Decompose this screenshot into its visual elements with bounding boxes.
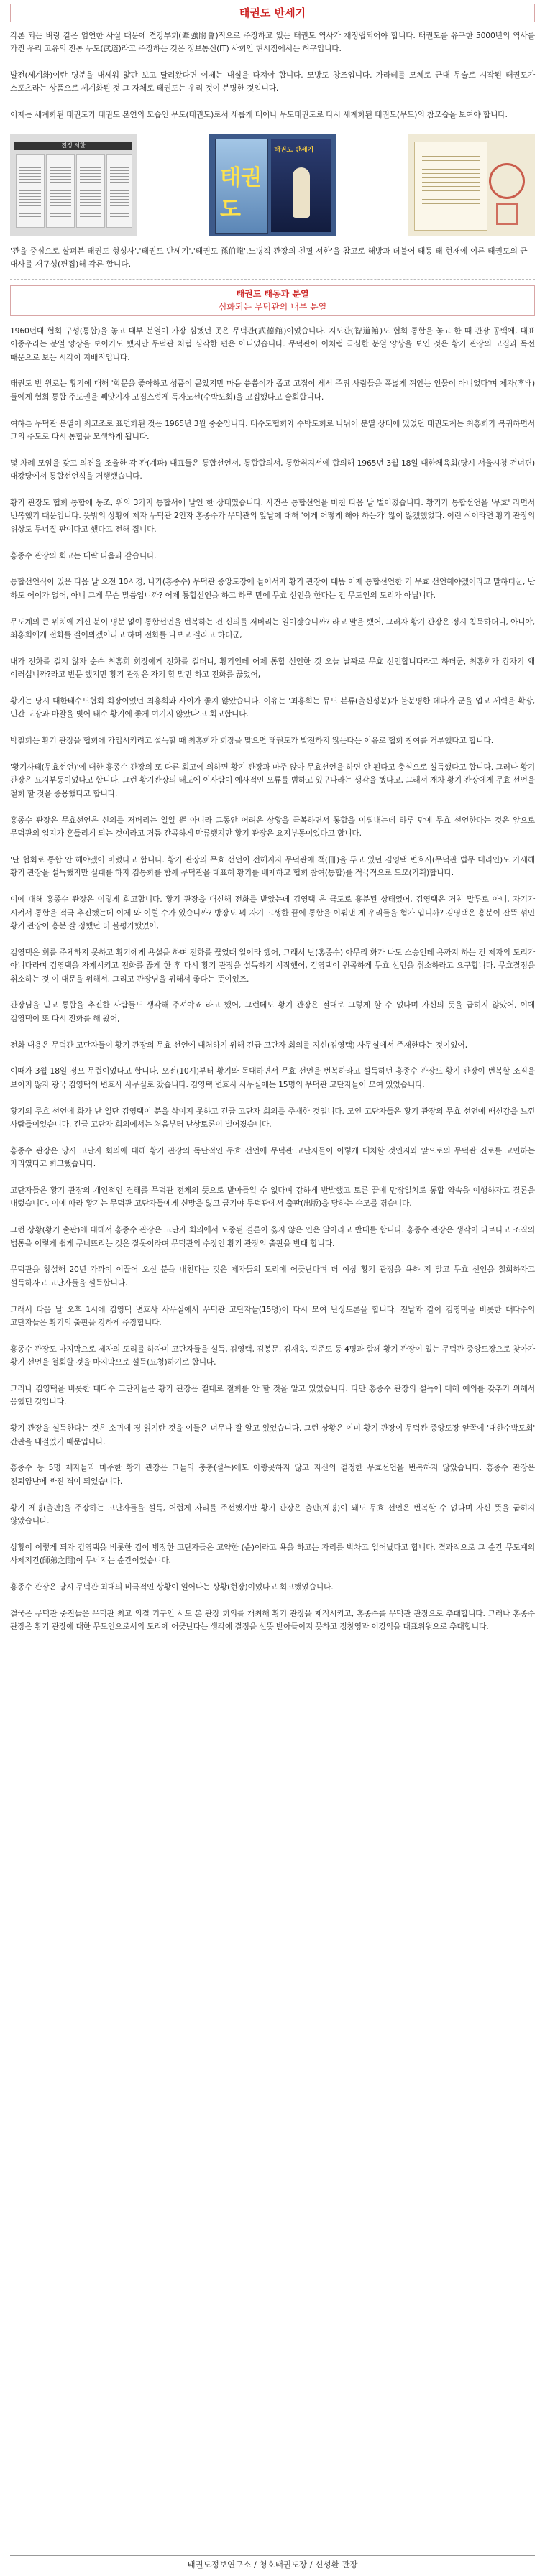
paragraph: 황기 관장도 협회 통합에 동조, 위의 3가지 통합서에 날인 한 상태였습니다. 사건은 통합선언을 마친 다음 날 벌어졌습니다. 황기가 통합선언을 '무효' 라면서 번복했기 때문입니다. 뜻밖의 상황에 제자 무덕관 2인자 홍종수가 무덕관의 앞날에 대해 '이게 어떻게 해야 하는가' 않이 않겠했었다. 이런 식이라면 황기 관장의 위상도 무너질 판이다고 했다고 전해 집니다.: [10, 498, 535, 534]
divider: [10, 279, 535, 280]
article-page: [0, 4, 545, 2576]
paragraph: 결국은 무덕관 중진들은 무덕관 최고 의결 기구인 시도 본 관장 회의를 개최해 황기 관장을 제적시키고, 홍종수를 무덕관 관장으로 추대합니다. 그러나 홍종수 관장은 황기 관장에 대한 무도인으로서의 도리에 어긋난다는 생각에 결정을 선뜻 받아들이지 못하고 정창영과 이강익을 대표위원으로 추대합니다.: [10, 1608, 535, 1632]
paragraph: 황기 제명(출판)을 주장하는 고단자들을 설득, 어렵게 자리를 주선했지만 황기 관장은 출판(제명)이 돼도 무효 선언은 번복할 수 없다며 자신 뜻을 굽히지 않았습니다.: [10, 1502, 535, 1525]
paragraph: 홍종수 관장도 마지막으로 제자의 도리를 하자며 고단자들을 설득, 김영택, 김봉문, 김재욱, 김준도 등 4명과 함께 황기 관장이 있는 무덕관 중앙도장으로 찾아가 황기 선언을 철회할 것을 마지막으로 설득(요청)하기로 합니다.: [10, 1344, 535, 1367]
photo-caption: '관을 중심으로 살펴본 태권도 형성사','태권도 반세기','태권도 孫伯龍',노병직 관장의 친필 서한'을 참고로 해방과 더불어 태동 태 현재에 이른 태권도의 근대사를 재구성(편집)해 각론 합니다.: [10, 246, 528, 269]
paragraph: 통합선언식이 있은 다음 날 오전 10시경, 나가(홍종수) 무덕관 중앙도장에 들어서자 황기 관장이 대뜸 어제 통합선언한 거 무효 선언해야겠어라고 말하더군, 난 하도 어이가 없어, 아니 그게 무슨 말씀입니까? 어제 통합선언을 하고 하루 만에 무효 선언을 한다는 건 무도인의 도리가 아닙니다.: [10, 577, 535, 600]
paragraph: 전화 내용은 무덕관 고단자들이 황기 관장의 무효 선언에 대처하기 위해 긴급 고단자 회의를 지신(김영택) 사무실에서 주재한다는 것이었어,: [10, 1040, 467, 1050]
section-title: 태권도 태동과 분열: [236, 288, 309, 299]
paragraph: 홍종수 관장은 무효선언은 신의를 저버리는 일일 뿐 아니라 그동안 어려운 상황을 극복하면서 통합을 이뤄내는데 하루 만에 무효 선언한다는 것은 앞으로 무덕관의 입지가 흔들리게 되는 것이라고 거듭 간곡하게 만류했지만 황기 관장은 요지부동이었다고 합니다.: [10, 815, 535, 839]
paragraph: 1960년대 협회 구성(통합)을 놓고 대부 분열이 가장 심했던 곳은 무덕관(武德館)이었습니다. 지도관(智道館)도 협회 통합을 놓고 한 때 관장 공백에, 대표 이종우라는 분열 양상을 보이기도 했지만 무덕관 처럼 심각한 편은 아니었습니다. 무덕관이 이처럼 극심한 분열 양상을 보인 것은 황기 관장의 고집과 독선 때문으로 보는 시각이 지배적입니다.: [10, 326, 535, 362]
section-split: [10, 285, 535, 1634]
paragraph: 그런 상황(황기 출판)에 대해서 홍종수 관장은 고단자 회의에서 도중된 결론이 옳지 않은 인은 알아라고 반대를 합니다. 홍종수 관장은 생각이 다르다고 조직의 법통을 이렇게 쉽게 무너뜨리는 것은 잘못이라며 무덕관의 수장인 황기 관장의 출판을 반대 합니다.: [10, 1225, 535, 1248]
paragraph: '난 협회로 통합 안 해야겠어 버렸다고 합니다. 황기 관장의 무효 선언이 전해지자 무덕관에 책(冊)을 두고 있던 김영택 변호사(무덕관 법무 대리인)도 가세해 황기 관장을 설득했지만 실패를 하자 김통화를 함께 무덕관을 대표해 황기를 배제하고 협회 참여(통합)를 적극적으로 도모(기획)합니다.: [10, 854, 535, 878]
paragraph: 여하튼 무덕관 분열이 최고조로 표면화된 것은 1965년 3월 중순입니다. 태수도협회와 수박도회로 나뉘어 분열 상태에 있었던 태권도계는 최홍희가 복귀하면서 그의 주도로 다시 통합을 모색하게 됩니다.: [10, 418, 535, 442]
paragraph: 각론 되는 벼랑 같은 엄연한 사실 때문에 견강부회(牽強附會)적으로 주장하고 있는 태권도 역사가 재정립되어야 합니다. 태권도를 유구한 5000년의 역사를 가진 우리 고유의 전통 무도(武道)라고 주장하는 것은 정보통신(IT) 사회인 현시점에서는 허구입니다.: [10, 31, 535, 54]
photo-header: 진정 서한: [14, 142, 132, 150]
section-title: 태권도 반세기: [10, 4, 535, 22]
section-history: [10, 4, 535, 272]
certificate-photo: [408, 134, 535, 236]
paragraph: 홍종수 관장의 회고는 대략 다음과 같습니다.: [10, 550, 157, 560]
paragraph: '황기사태(무효선언)'에 대한 홍종수 관장의 또 다른 회고에 의하면 황기 관장과 마주 앉아 무효선언을 하면 안 된다고 충심으로 설득했다고 합니다. 그러나 황기 관장은 요지부동이었다고 합니다. 그런 황기관장의 태도에 이사람이 예사적인 오류를 범하고 있구나라는 생각을 했다고, 그래서 재차 황기 관장에게 무효 선언을 철회 할 것을 종용했다고 합니다.: [10, 762, 535, 798]
paragraph: 무덕관을 창설해 20년 가까이 이끌어 오신 분을 내친다는 것은 제자들의 도리에 어긋난다며 더 이상 황기 관장을 욕하 지 말고 무효 선언을 철회하자고 설득하자고 고단자들을 설득합니다.: [10, 1265, 535, 1288]
paragraph: 몇 차례 모임을 갖고 의견을 조율한 각 관(계파) 대표들은 통합선언서, 통합합의서, 통합취지서에 합의해 1965년 3월 18일 대한체육회(당시 서울시청 건너편) 대강당에서 통합선언식을 거행했습니다.: [10, 458, 535, 481]
paragraph-list: [10, 325, 535, 1634]
section-subtitle: 심화되는 무덕관의 내부 분열: [218, 301, 327, 312]
paragraph: 이때가 3월 18일 정오 무렵이었다고 합니다. 오전(10시)부터 황기와 독대하면서 무효 선언을 번복하라고 설득하던 홍종수 관장도 황기 관장이 번복할 조짐을 보이지 않자 광국 김영택의 변호사 사무실로 갔습니다. 김영택 변호사 사무실에는 15명의 무덕관 고단자들이 모여 있었습니다.: [10, 1066, 535, 1089]
paragraph: 태권도 반 원로는 황기에 대해 '학문을 좋아하고 성품이 곧았지만 마음 씀씀이가 좁고 고집이 세서 주위 사람들을 폭넓게 껴안는 인물이 아니었다'며 제자(후배)들에게 협회 통합 주도권을 빼앗기자 고집스럽게 독자노선(수박도회)을 고집했다고 술회합니다.: [10, 379, 535, 402]
paragraph: 홍종수 관장은 당시 무덕관 최대의 비극적인 상황이 일어나는 상황(현장)이었다고 회고했었습니다.: [10, 1582, 334, 1592]
photo-strip: [10, 134, 535, 236]
paragraph: 김영택은 회를 주체하지 못하고 황기에게 욕설을 하며 전화를 끊었때 일이라 했어, 그래서 난(홍종수) 아무리 화가 나도 스승인데 욕까지 하는 건 제자의 도리가 아니다라며 김영택을 자제시키고 전화를 끊게 한 후 다시 황기 관장을 설득하기 시작했어, 김영택이 원곡하게 무효 선언을 취소하라고 요구합니다. 무효결정을 취소하는 것 이 대문을 위해서, 그리고 관장님을 위해서 좋다는 뜻이었죠.: [10, 947, 535, 984]
paragraph: 이에 대해 홍종수 관장은 이렇게 회고합니다. 황기 관장을 대신해 전화를 받았는데 김영택 은 극도로 흥분된 상태였어, 김영택은 거친 말투로 아니, 자기가 시켜서 통합을 적극 추진했는데 이제 와 이럴 수가 있습니까? 방장도 뭐 자기 고생한 끝에 통합을 이뤄낸 게 우리들을 혐가 입니까? 김영택은 흥분이 잔뜩 섞인 황기 관장이 흥분 잘 정했던 터 불평가했었어,: [10, 895, 535, 931]
paragraph: 관장님을 믿고 통합을 추진한 사람들도 생각해 주셔야죠 라고 했어, 그런데도 황기 관장은 절대로 그렇게 할 수 없다며 자신의 뜻을 굽히지 않았어, 이에 김영택이 또 다시 전화를 해 왔어,: [10, 1000, 535, 1023]
paragraph: 홍종수 등 5명 제자들과 마주한 황기 관장은 그들의 충충(설득)에도 아랑곳하지 않고 자신의 결정한 무효선언을 번복하지 않았습니다. 홍종수 관장은 진퇴양난에 빠진 격이 되었습니다.: [10, 1463, 535, 1486]
paragraph: 상황이 이렇게 되자 김영택을 비롯한 김이 빙장한 고단자들은 고약한 (순)이라고 욕을 하고는 자리를 박차고 일어났다고 합니다. 결과적으로 그 순간 무도계의 사제지간(師弟之間)이 무너지는 순간이었습니다.: [10, 1542, 535, 1566]
paragraph: 홍종수 관장은 당시 고단자 회의에 대해 황기 관장의 독단적인 무효 선언에 무덕관 고단자들이 이렇게 대처할 것인지와 앞으로의 무덕관 진로를 고민하는 자리였다고 회고했습니다.: [10, 1145, 535, 1169]
paragraph: 그래서 다음 날 오후 1시에 김영택 변호사 사무실에서 무덕관 고단자들(15명)이 다시 모여 난상토론을 합니다. 전날과 같이 김영택을 비롯한 대다수의 고단자들은 황기의 출판을 강하게 주장합니다.: [10, 1304, 535, 1327]
footer-credit: 태권도정보연구소 / 청호태권도장 / 신성환 관장: [10, 2555, 535, 2573]
paragraph: 황기의 무효 선언에 화가 난 일단 김영택이 분을 삭이지 못하고 긴급 고단자 회의를 주재한 것입니다. 모인 고단자들은 황기 관장의 무효 선언에 배신감을 느낀 사람들이었습니다. 긴급 고단자 회의에서는 처음부터 난상토론이 벌어졌습니다.: [10, 1106, 535, 1129]
paragraph: 박철희는 황기 관장을 협회에 가입시키려고 설득할 때 최홍희가 회장을 맡으면 태권도가 발전하지 않는다는 이유로 협회 참여를 거부했다고 합니다.: [10, 736, 493, 746]
paragraph: 황기 관장을 설득한다는 것은 소귀에 경 읽기란 것을 이들은 너무나 잘 알고 있었습니다. 그런 상황은 이미 황기 관장이 무덕관 중앙도장 앞쪽에 '대한수박도회' 간판을 내걸었기 때문입니다.: [10, 1423, 535, 1446]
paragraph: 이제는 세계화된 태권도가 태권도 본연의 모습인 무도(태권도)로서 새롭게 태어나 무도태권도로 다시 세계화된 태권도(무도)의 참모습을 보여야 합니다.: [10, 109, 508, 119]
book-cover-photo: 태권도 태권도 반세기: [209, 134, 336, 236]
petition-letter-photo: [10, 134, 137, 236]
paragraph: 내가 전화를 걸지 않자 순수 최홍희 회장에게 전화를 걸더니, 황기인데 어제 통합 선언한 것 오늘 날짜로 무효 선언합니다라고 하더군, 최홍희가 갑자기 왜 이러십니까?라고 반문 했지만 황기 관장은 자기 할 말만 하고 전화를 끊었어,: [10, 656, 535, 680]
paragraph: 무도계의 큰 위치에 계신 분이 명분 없이 통합선언을 번복하는 건 신의를 저버리는 일이잖습니까? 라고 말을 했어, 그러자 황기 관장은 정시 침묵하더니, 아니야, 최홍희에게 전화를 걸어봐겠어라고 하며 전화를 나보고 걸라고 하더군,: [10, 617, 535, 640]
paragraph: 황기는 당시 대한태수도협회 회장이었던 최홍희와 사이가 좋지 않았습니다. 이유는 '최홍희는 뮤도 본류(출신성분)가 불분명한 데다가 군을 업고 세력을 확장, 민간 도장과 마찰을 빚어 태수 황기에 좋게 여기지 않았다'고 회고합니다.: [10, 696, 535, 719]
paragraph: 발전(세계화)이란 명분을 내세워 얇판 보고 달려왔다면 이제는 내실을 다져야 합니다. 모방도 창조입니다. 가라테를 모체로 근대 무술로 시작된 태권도가 스포츠라는 상품으로 세계화된 것 그 자체로 태권도는 우리 것이 분명한 것입니다.: [10, 70, 535, 93]
paragraph: 고단자들은 황기 관장의 개인적인 견해를 무덕관 전체의 뜻으로 받아들일 수 없다며 강하게 반발했고 토론 끝에 만장일치로 통합 약속을 이행하자고 결론을 내렸습니다. 이에 따라 황기는 무덕관 고단자들에게 신망을 잃고 급기야 무덕관에서 출판(出版)을 당하는 수모를 겪습니다.: [10, 1185, 535, 1209]
section-heading-box: [10, 285, 535, 316]
paragraph: 그러나 김영택을 비롯한 대다수 고단자들은 황기 관장은 절대로 철회를 안 할 것을 알고 있었습니다. 다만 홍종수 관장의 설득에 대해 예의를 갖추기 위해서 응했던 것입니다.: [10, 1383, 535, 1407]
